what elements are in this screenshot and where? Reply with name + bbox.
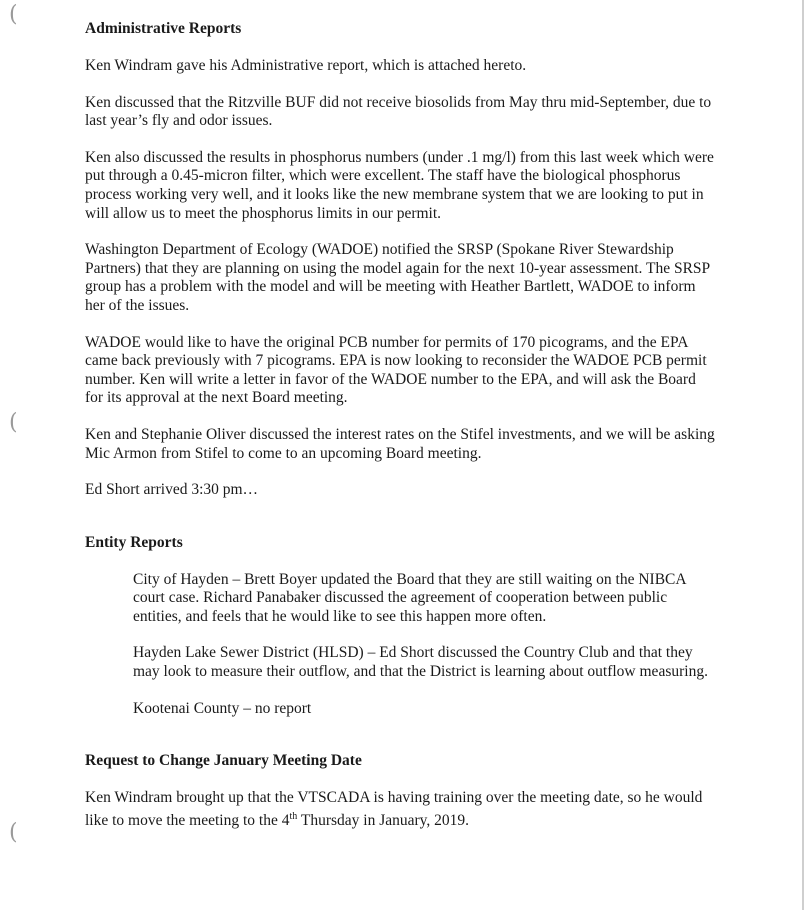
paragraph: Ed Short arrived 3:30 pm… — [85, 481, 259, 499]
section-heading-administrative-reports: Administrative Reports — [85, 20, 242, 37]
paragraph: Washington Department of Ecology (WADOE) notified the SRSP (Spokane River Stewardship Partners) that they are planning on using the model again for the next 10-year assessment. The SRSP group has a problem with the model and will be meeting with Heather Bartlett, WADOE to inform her of the issues. — [85, 241, 710, 314]
entity-report-item: City of Hayden – Brett Boyer updated the Board that they are still waiting on the NIBCA court case. Richard Panabaker discussed the agreement of cooperation between public entities, and feels that he would like to see this happen more often. — [133, 570, 686, 625]
paragraph: Ken also discussed the results in phosphorus numbers (under .1 mg/l) from this last week which were put through a 0.45-micron filter, which were excellent. The staff have the biological phosphorus process working very well, and it looks like the new membrane system that we are looking to put in will allow us to meet the phosphorus limits in our permit. — [85, 148, 714, 222]
paragraph: Ken Windram gave his Administrative report, which is attached hereto. — [85, 57, 527, 74]
paragraph: Ken discussed that the Ritzville BUF did not receive biosolids from May thru mid-September, due to last year’s fly and odor issues. — [85, 93, 712, 130]
punch-mark: ( — [9, 820, 18, 845]
paragraph-text: Ken Windram brought up that the VTSCADA is having training over the meeting date, so he would like to move the meeting to the 4 — [85, 789, 703, 829]
punch-mark: ( — [9, 2, 18, 27]
document-body — [85, 19, 715, 831]
paragraph: WADOE would like to have the original PCB number for permits of 170 picograms, and the EPA came back previously with 7 picograms. EPA is now looking to reconsider the WADOE PCB permit number. Ken will write a letter in favor of the WADOE number to the EPA, and will ask the Board for its approval at the next Board meeting. — [85, 333, 707, 407]
entity-reports-list — [133, 571, 715, 719]
punch-mark: ( — [9, 410, 18, 435]
paragraph: Ken and Stephanie Oliver discussed the interest rates on the Stifel investments, and we will be asking Mic Armon from Stifel to come to an upcoming Board meeting. — [85, 425, 715, 462]
ordinal-suffix: th — [289, 810, 298, 822]
entity-report-item: Hayden Lake Sewer District (HLSD) – Ed Short discussed the Country Club and that they may look to measure their outflow, and that the District is learning about outflow measuring. — [133, 644, 708, 681]
paragraph-text: Thursday in January, 2019. — [297, 812, 470, 829]
section-heading-entity-reports: Entity Reports — [85, 533, 183, 551]
section-heading-request-change-meeting: Request to Change January Meeting Date — [85, 752, 362, 770]
paragraph — [85, 789, 715, 830]
entity-report-item: Kootenai County – no report — [133, 699, 312, 717]
